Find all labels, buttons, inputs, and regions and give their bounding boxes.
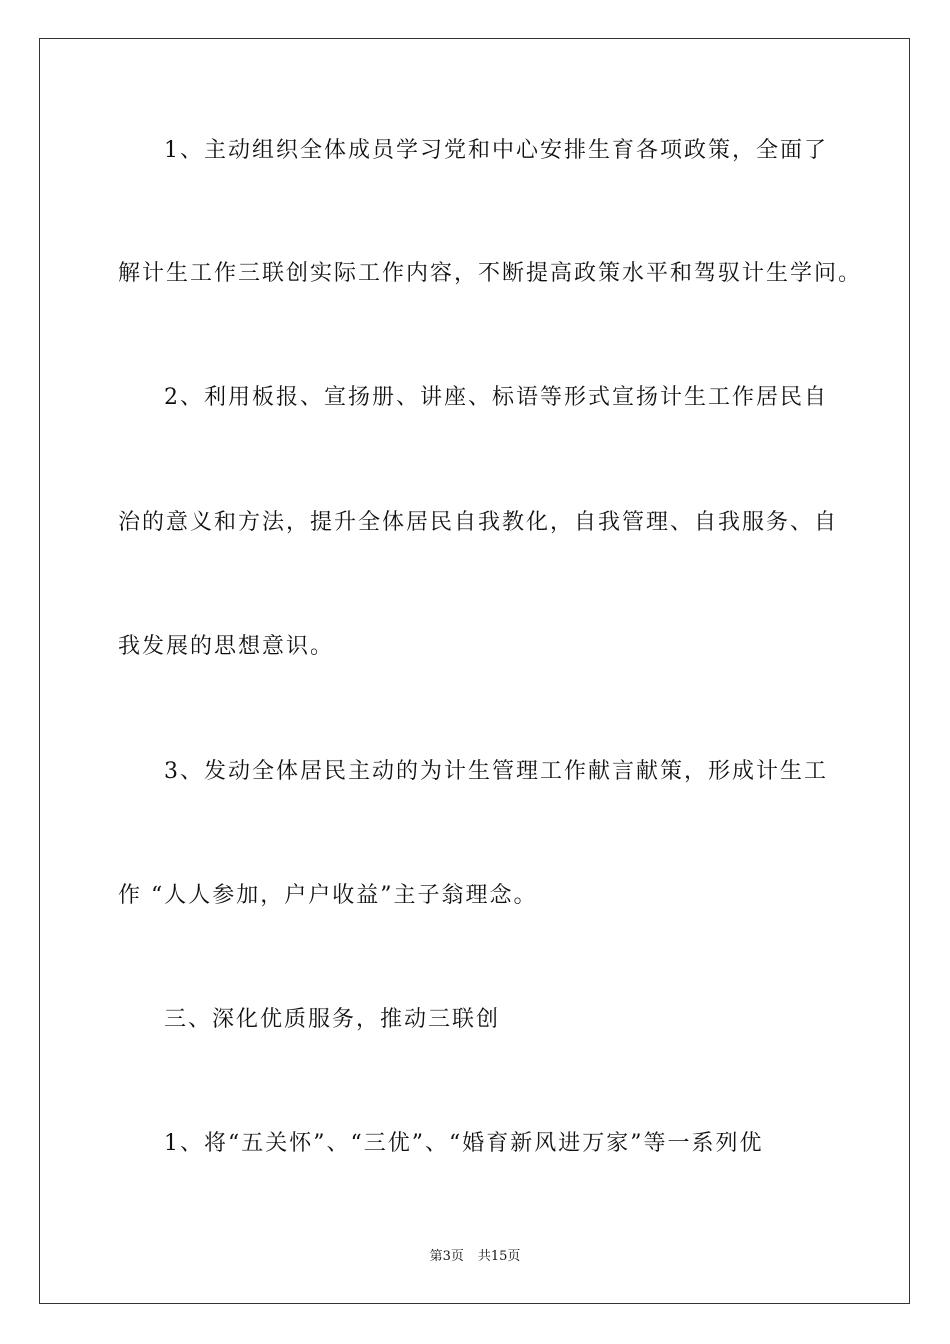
page-footer [0,1248,950,1266]
paragraph-line: 治的意义和方法，提升全体居民自我教化，自我管理、自我服务、自 [118,510,839,535]
paragraph-line: 作 “人人参加，户户收益”主子翁理念。 [118,883,538,908]
page-number: 第3页 [429,1249,464,1264]
paragraph-line: 1、将“五关怀”、“三优”、“婚育新风进万家”等一系列优 [164,1131,764,1156]
paragraph-line: 解计生工作三联创实际工作内容，不断提高政策水平和驾驭计生学问。 [118,261,863,286]
paragraph-line: 2、利用板报、宣扬册、讲座、标语等形式宣扬计生工作居民自 [164,385,828,410]
total-pages: 共15页 [477,1249,521,1264]
page-border [39,38,910,1304]
section-heading: 三、深化优质服务，推动三联创 [164,1007,501,1032]
paragraph-line: 3、发动全体居民主动的为计生管理工作献言献策，形成计生工 [164,759,828,784]
paragraph-line: 1、主动组织全体成员学习党和中心安排生育各项政策，全面了 [164,138,828,163]
paragraph-line: 我发展的思想意识。 [118,634,335,659]
